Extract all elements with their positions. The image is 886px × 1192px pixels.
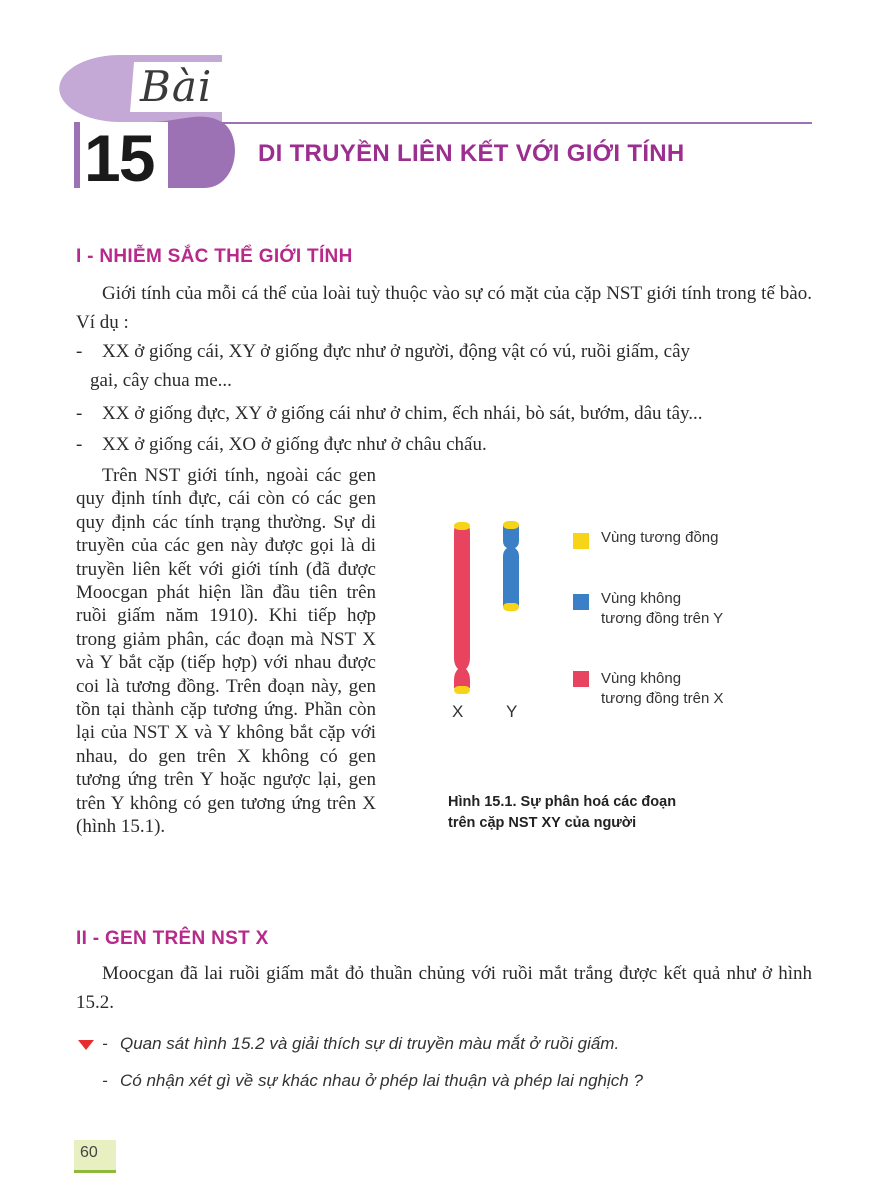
section-1-intro: Giới tính của mỗi cá thể của loài tuỳ thuộc vào sự có mặt của cặp NST giới tính trong tế bào. Ví dụ : xyxy=(76,283,812,333)
section-2-paragraph: Moocgan đã lai ruồi giấm mắt đỏ thuần chủng với ruồi mắt trắng được kết quả như ở hình 15.2. xyxy=(76,963,812,1013)
legend-swatch-non-homologous-x xyxy=(573,671,589,687)
lesson-word: Bài xyxy=(140,62,213,111)
bullet-dash: - xyxy=(76,403,83,424)
bullet-text: XX ở giống cái, XY ở giống đực như ở người, động vật có vú, ruồi giấm, cây xyxy=(102,341,691,362)
sex-linked-explanation: Trên NST giới tính, ngoài các gen quy định tính đực, cái còn có các gen quy định các tính trạng thường. Sự di truyền của các gen này được gọi là di truyền liên kết với giới tính (đã được Moocgan phát hiện lần đầu tiên trên ruồi giấm năm 1910). Khi tiếp hợp trong giảm phân, các đoạn mà NST X và Y bắt cặp (tiếp hợp) với nhau được coi là tương đồng. Trên đoạn này, gen tồn tại thành cặp tương ứng. Phần còn lại của NST X và Y không bắt cặp với nhau, do gen trên X không có gen tương ứng trên Y hoặc ngược lại, gen trên Y không có gen tương ứng trên X (hình 15.1). xyxy=(76,465,376,838)
lesson-title: DI TRUYỀN LIÊN KẾT VỚI GIỚI TÍNH xyxy=(258,140,685,167)
x-chromosome xyxy=(454,522,470,694)
y-chromosome-body xyxy=(503,521,519,606)
y-homologous-top xyxy=(503,521,519,529)
figure-caption-line-1: Hình 15.1. Sự phân hoá các đoạn xyxy=(448,794,677,810)
section-1-bullet-3 xyxy=(76,430,816,459)
legend-swatch-non-homologous-y xyxy=(573,594,589,610)
bullet-text-continued: gai, cây chua me... xyxy=(90,370,232,391)
legend-non-homologous-y-line2: tương đồng trên Y xyxy=(601,610,724,627)
legend-non-homologous-x-line1: Vùng không xyxy=(601,670,682,687)
bullet-text: XX ở giống cái, XO ở giống đực như ở châu chấu. xyxy=(102,434,487,455)
legend-non-homologous-x-line2: tương đồng trên X xyxy=(601,690,724,707)
question-2: Có nhận xét gì về sự khác nhau ở phép lai thuận và phép lai nghịch ? xyxy=(120,1071,643,1090)
question-1-dash: - xyxy=(102,1034,108,1053)
bullet-text: XX ở giống đực, XY ở giống cái như ở chim, ếch nhái, bò sát, bướm, dâu tây... xyxy=(102,403,703,424)
y-chromosome xyxy=(503,521,519,611)
y-homologous-bottom xyxy=(503,603,519,611)
figure-caption-line-2: trên cặp NST XY của người xyxy=(448,815,637,831)
question-marker-icon xyxy=(78,1040,94,1050)
question-2-dash: - xyxy=(102,1071,108,1090)
x-chromosome-body xyxy=(454,522,470,688)
x-chromosome-label: X xyxy=(452,702,464,721)
section-1-bullet-2 xyxy=(76,399,816,428)
bullet-dash: - xyxy=(76,341,83,362)
section-1-bullet-1 xyxy=(76,337,816,395)
section-2-heading: II - GEN TRÊN NST X xyxy=(76,928,269,949)
section-1-heading: I - NHIỄM SẮC THỂ GIỚI TÍNH xyxy=(76,246,353,267)
legend-swatch-homologous xyxy=(573,533,589,549)
legend-homologous: Vùng tương đồng xyxy=(601,529,719,546)
y-chromosome-label: Y xyxy=(506,702,518,721)
lesson-number: 15 xyxy=(84,121,154,195)
page-number: 60 xyxy=(80,1144,98,1161)
question-1: Quan sát hình 15.2 và giải thích sự di truyền màu mắt ở ruồi giấm. xyxy=(120,1034,620,1053)
bullet-dash: - xyxy=(76,434,83,455)
figure-caption xyxy=(448,792,748,834)
legend-non-homologous-y-line1: Vùng không xyxy=(601,590,682,607)
x-homologous-bottom xyxy=(454,686,470,694)
x-homologous-top xyxy=(454,522,470,530)
